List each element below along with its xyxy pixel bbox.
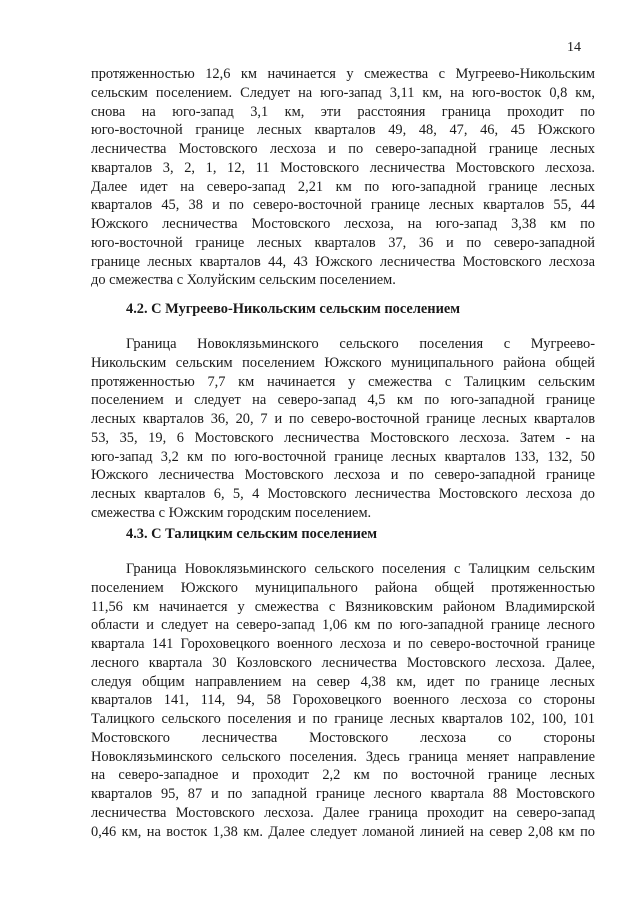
text-line: лесного квартала 30 Козловского лесничества Мостовского лесхоза. Далее,	[91, 654, 595, 671]
text-line: кварталов 45, 38 и по северо-восточной границе лесных кварталов 55, 44	[91, 197, 595, 214]
paragraph-continuation	[91, 65, 595, 290]
text-line: до смежества с Холуйским сельским поселением.	[91, 272, 396, 289]
section-heading-4-2: 4.2. С Мугреево-Никольским сельским поселением	[126, 301, 461, 317]
text-line: протяженностью 7,7 км начинается у смежества с Талицким сельским	[91, 373, 595, 390]
text-line: Южского лесничества Мостовского лесхоза, на юго-запад 3,38 км по	[91, 216, 595, 232]
section-heading-4-3: 4.3. С Талицким сельским поселением	[126, 526, 378, 542]
text-line: Далее идет на северо-запад 2,21 км по юго-западной границе лесных	[91, 178, 595, 195]
paragraph-section-4-2	[91, 335, 595, 523]
text-line: кварталов 3, 2, 1, 12, 11 Мостовского лесничества Мостовского лесхоза.	[91, 159, 595, 176]
text-line: поселением и следует на северо-запад 4,5 км по юго-западной границе	[91, 392, 595, 409]
text-line: Граница Новоклязьминского сельского поселения с Мугреево-	[126, 336, 595, 352]
text-line: кварталов 141, 114, 94, 58 Гороховецкого военного лесхоза со стороны	[91, 692, 595, 709]
text-line: лесных кварталов 36, 20, 7 и по северо-восточной границе лесных кварталов	[91, 411, 595, 427]
text-line: смежества с Южским городским поселением.	[91, 504, 372, 521]
text-line: Новоклязьминского сельского поселения. Здесь граница меняет направление	[91, 748, 595, 765]
paragraph-section-4-3	[91, 560, 595, 841]
text-line: Талицкого сельского поселения и по границе лесных кварталов 102, 100, 101	[91, 711, 595, 727]
text-line: 0,46 км, на восток 1,38 км. Далее следует ломаной линией на север 2,08 км по	[91, 823, 595, 840]
text-line: лесничества Мостовского лесхоза. Далее граница проходит на северо-запад	[91, 804, 595, 821]
page-number: 14	[567, 40, 581, 55]
text-line: протяженностью 12,6 км начинается у смежества с Мугреево-Никольским	[91, 66, 595, 82]
text-line: кварталов 95, 87 и по западной границе лесного квартала 88 Мостовского	[91, 786, 595, 802]
text-line: области и следует на северо-запад 1,06 км по юго-западной границе лесного	[91, 617, 595, 634]
text-line: лесных кварталов 6, 5, 4 Мостовского лесничества Мостовского лесхоза до	[91, 486, 595, 502]
text-line: юго-восточной границе лесных кварталов 49, 48, 47, 46, 45 Южского	[91, 122, 595, 139]
text-line: границе лесных кварталов 44, 43 Южского лесничества Мостовского лесхоза	[91, 253, 595, 270]
text-line: 11,56 км начинается у смежества с Вязниковским районом Владимирской	[91, 598, 595, 615]
text-line: Мостовского лесничества Мостовского лесхоза со стороны	[91, 729, 595, 746]
text-line: сельским поселением. Следует на юго-запад 3,11 км, на юго-восток 0,8 км,	[91, 84, 595, 101]
text-line: на северо-западное и проходит 2,2 км по восточной границе лесных	[91, 767, 595, 784]
text-line: юго-восточной границе лесных кварталов 37, 36 и по северо-западной	[91, 234, 595, 251]
text-line: снова на юго-запад 3,1 км, эти расстояния граница проходит по	[91, 103, 595, 120]
text-line: квартала 141 Гороховецкого военного лесхоза и по северо-восточной границе	[91, 636, 595, 652]
text-line: лесничества Мостовского лесхоза и по северо-западной границе лесных	[91, 141, 595, 157]
text-line: Южского лесничества Мостовского лесхоза и по северо-западной границе	[91, 467, 595, 484]
text-line: Никольским сельским поселением Южского муниципального района общей	[91, 354, 595, 371]
text-line: поселением Южского муниципального района общей протяженностью	[91, 579, 595, 596]
text-line: следуя общим направлением на север 4,38 км, идет по границе лесных	[91, 673, 595, 690]
text-line: юго-запад 3,2 км по юго-восточной границе лесных кварталов 133, 132, 50	[91, 448, 595, 465]
text-line: 53, 35, 19, 6 Мостовского лесничества Мостовского лесхоза. Затем - на	[91, 429, 595, 446]
text-line: Граница Новоклязьминского сельского поселения с Талицким сельским	[126, 561, 595, 577]
